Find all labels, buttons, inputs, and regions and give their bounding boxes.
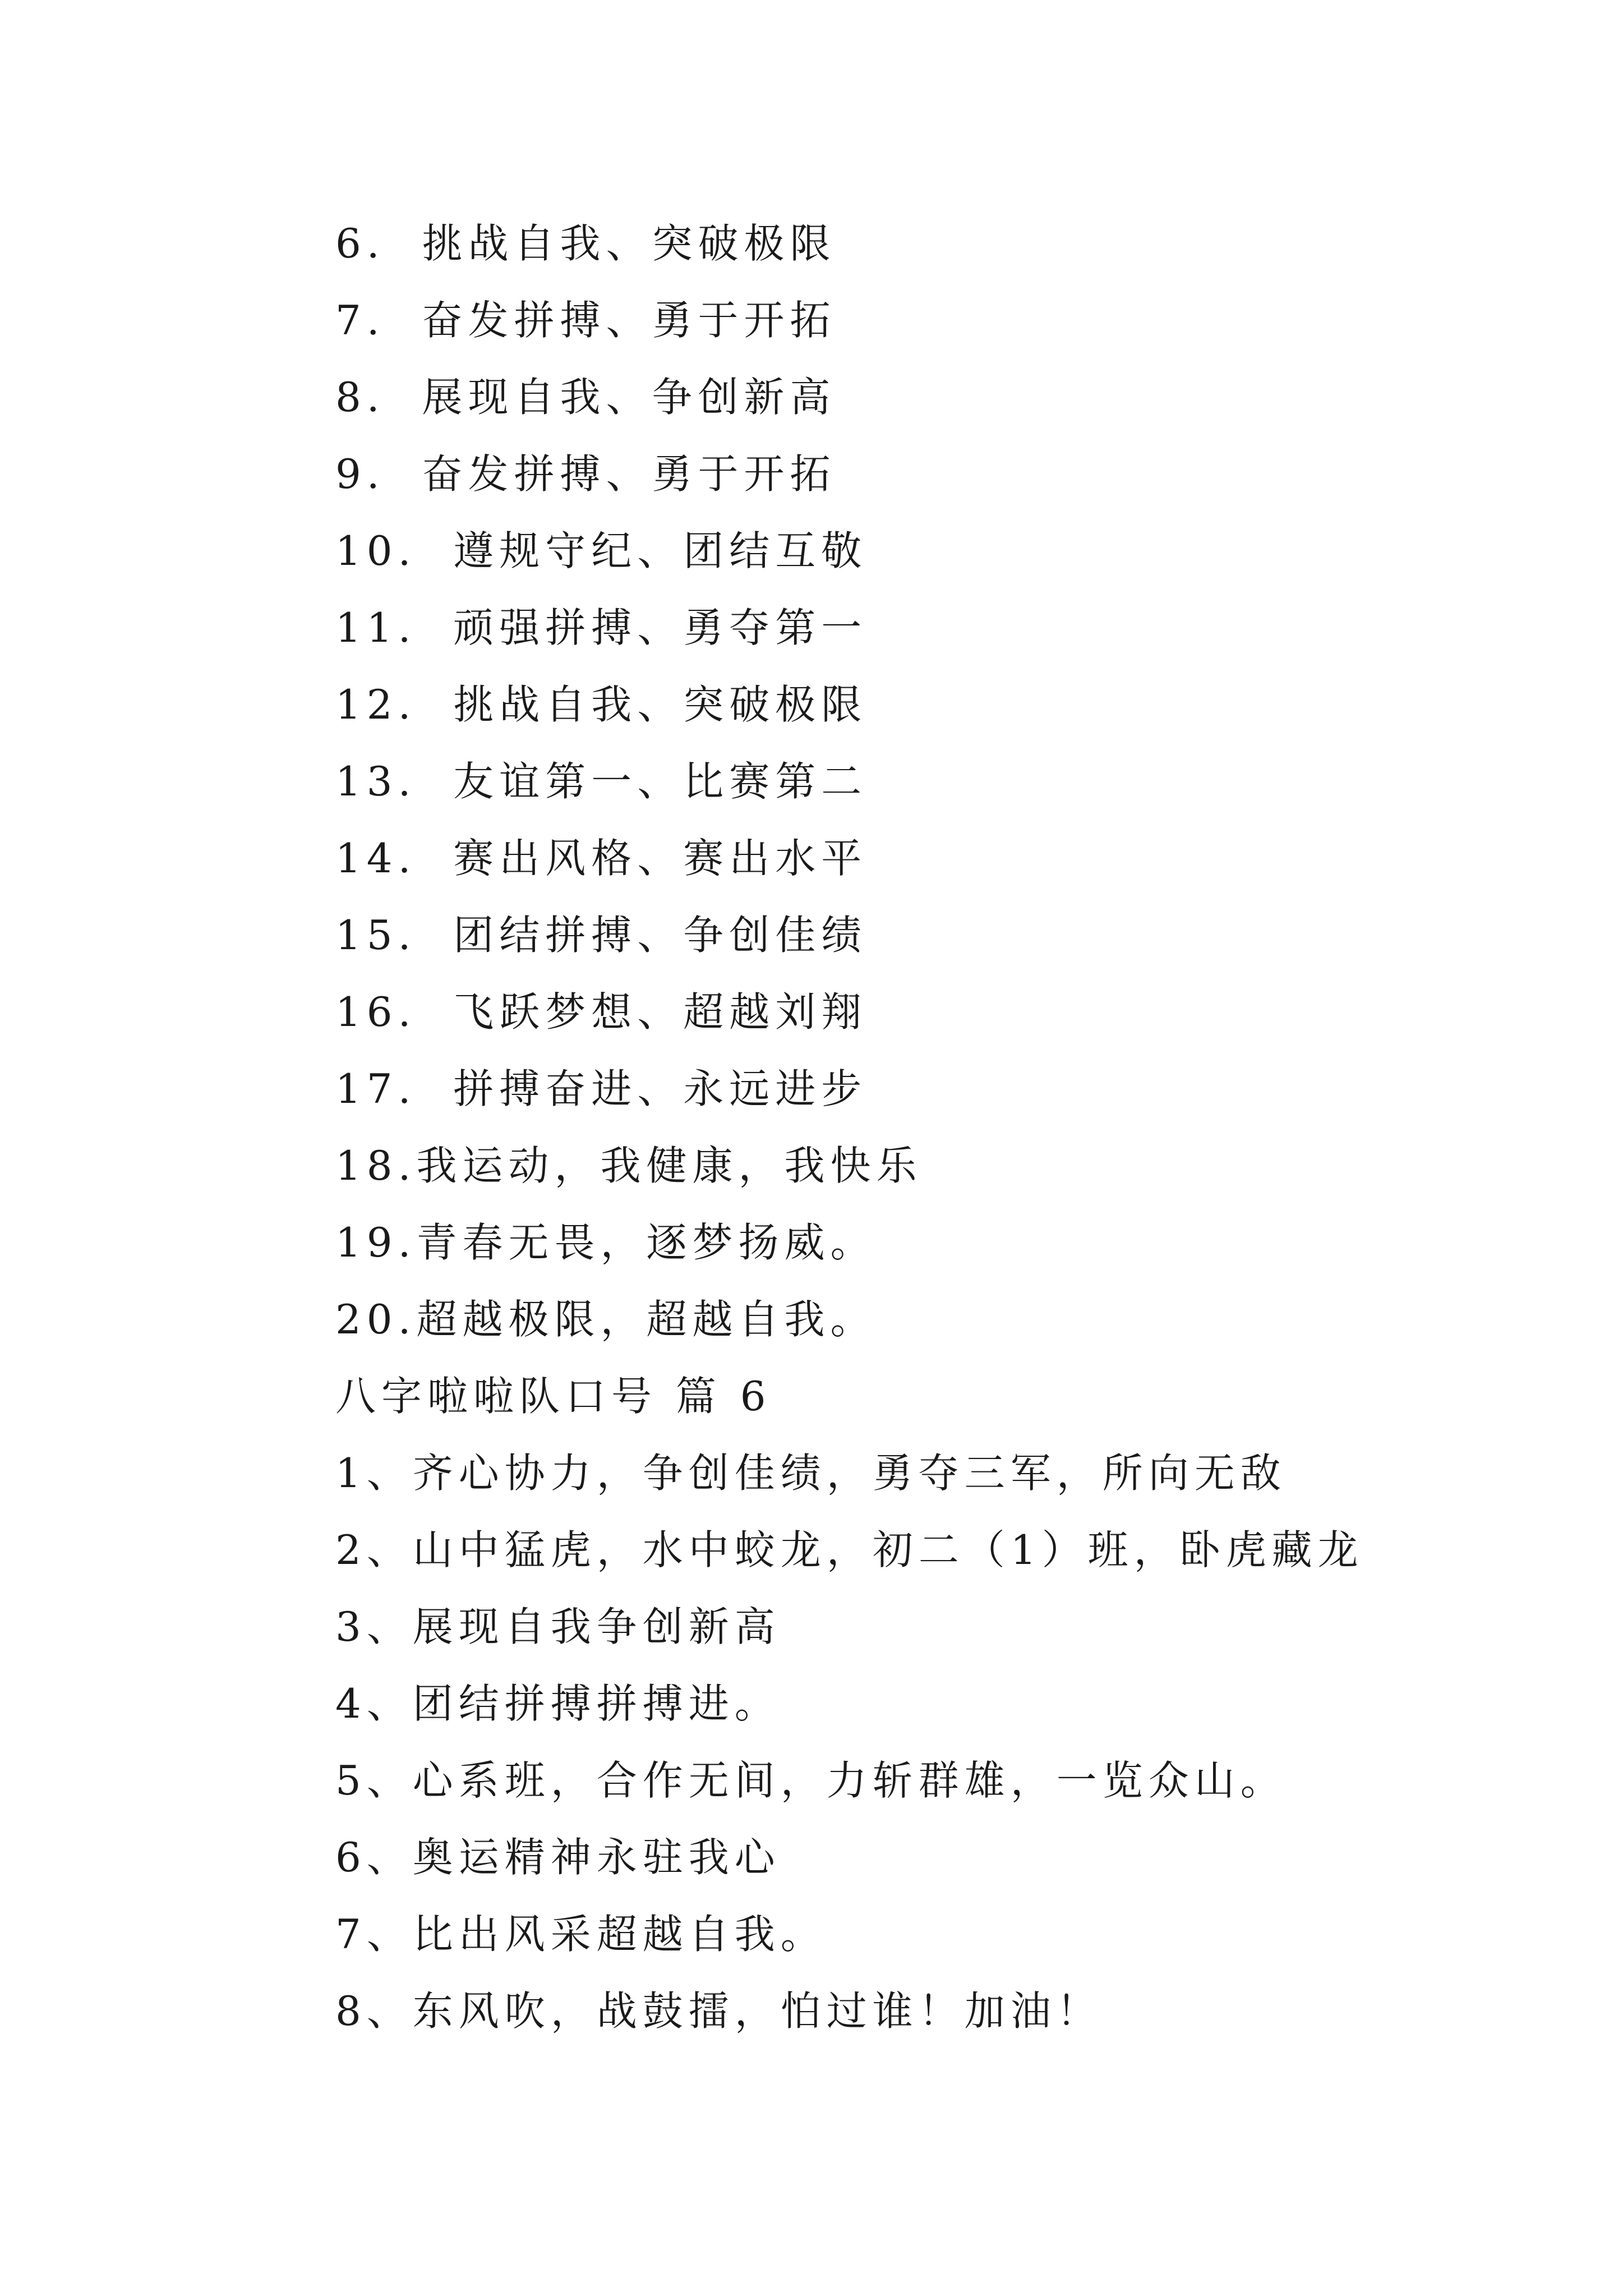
slogan-line: 4、团结拼搏拼搏进。	[335, 1680, 781, 1727]
slogan-line: 8. 展现自我、争创新高	[335, 374, 836, 421]
slogan-line: 10. 遵规守纪、团结互敬	[335, 527, 868, 574]
slogan-line: 16. 飞跃梦想、超越刘翔	[335, 988, 868, 1036]
slogan-line: 14. 赛出风格、赛出水平	[335, 835, 868, 882]
slogan-line: 1、齐心协力，争创佳绩，勇夺三军，所向无敌	[335, 1450, 1287, 1497]
slogan-line: 13. 友谊第一、比赛第二	[335, 758, 868, 805]
slogan-line: 9. 奋发拼搏、勇于开拓	[335, 450, 836, 498]
slogan-line: 6、奥运精神永驻我心	[335, 1834, 781, 1881]
slogan-line: 17. 拼搏奋进、永远进步	[335, 1065, 868, 1112]
slogan-line: 11. 顽强拼搏、勇夺第一	[335, 604, 868, 651]
slogan-line: 7. 奋发拼搏、勇于开拓	[335, 297, 836, 344]
slogan-line: 2、山中猛虎，水中蛟龙，初二（1）班，卧虎藏龙	[335, 1526, 1364, 1573]
slogan-line: 19.青春无畏，逐梦扬威。	[335, 1219, 877, 1266]
slogan-line: 15. 团结拼搏、争创佳绩	[335, 912, 868, 959]
slogan-line: 20.超越极限，超越自我。	[335, 1296, 877, 1343]
slogan-line: 5、心系班，合作无间，力斩群雄，一览众山。	[335, 1757, 1287, 1804]
slogan-line: 12. 挑战自我、突破极限	[335, 681, 868, 728]
slogan-line: 8、东风吹，战鼓擂，怕过谁！加油！	[335, 1987, 1103, 2035]
slogan-line: 7、比出风采超越自我。	[335, 1911, 827, 1958]
slogan-line: 6. 挑战自我、突破极限	[335, 220, 836, 267]
slogan-line: 18.我运动，我健康，我快乐	[335, 1142, 923, 1189]
slogan-line: 3、展现自我争创新高	[335, 1603, 781, 1650]
section-heading: 八字啦啦队口号 篇 6	[335, 1373, 772, 1420]
